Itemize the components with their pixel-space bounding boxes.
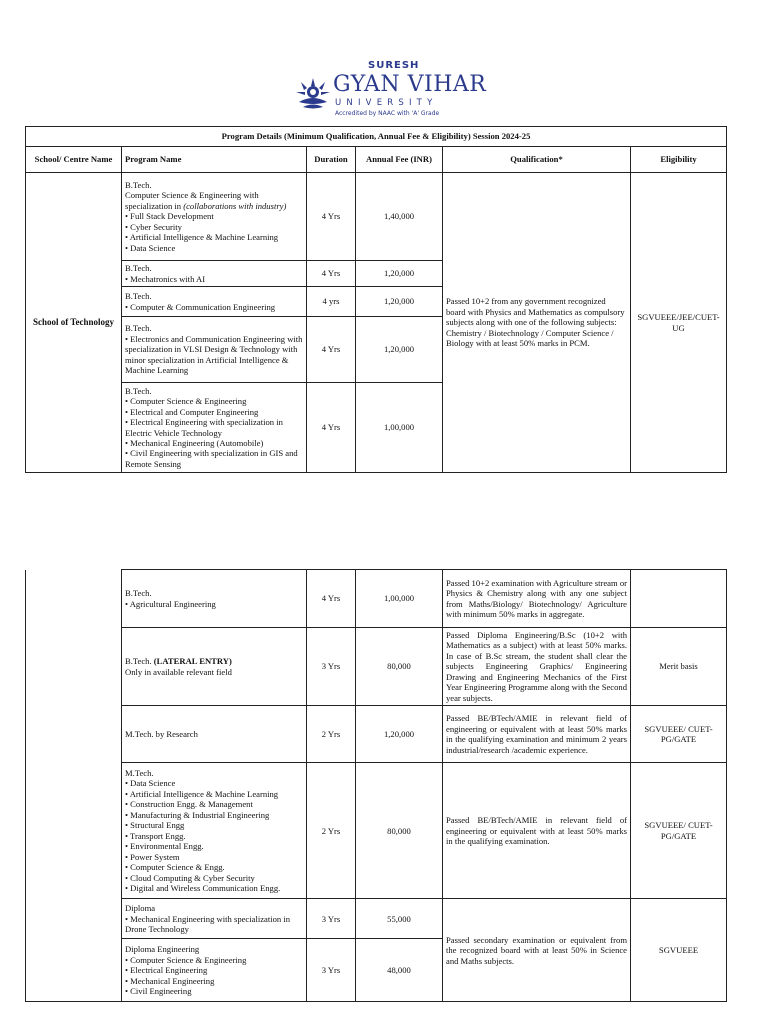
program-item: • Mechanical Engineering xyxy=(125,976,303,986)
table-row xyxy=(26,763,727,899)
table-row xyxy=(26,899,727,939)
program-degree: B.Tech. xyxy=(125,385,152,396)
program-cell: M.Tech. by Research xyxy=(122,706,307,763)
program-subnote: Only in available relevant field xyxy=(125,666,232,677)
program-item: • Civil Engineering xyxy=(125,986,303,996)
qualification-cell: Passed BE/BTech/AMIE in relevant field of engineering or equivalent with at least 50% marks in the qualifying examination. xyxy=(443,763,631,899)
program-cell xyxy=(122,570,307,628)
duration-cell: 2 Yrs xyxy=(307,763,356,899)
qualification-cell: Passed 10+2 examination with Agriculture stream or Physics & Chemistry along with any one subject from Maths/Biology/ Biotechnology/ Agriculture with minimum 50% marks in aggregate. xyxy=(443,570,631,628)
program-item: • Environmental Engg. xyxy=(125,841,303,851)
eligibility-cell: SGVUEEE/ CUET-PG/GATE xyxy=(631,706,727,763)
program-cell xyxy=(122,287,307,317)
program-degree: B.Tech. xyxy=(125,263,152,274)
program-cell xyxy=(122,899,307,939)
duration-cell: 3 Yrs xyxy=(307,899,356,939)
duration-cell: 4 Yrs xyxy=(307,173,356,261)
program-item: • Structural Engg xyxy=(125,820,303,830)
logo-line-gyan-vihar: GYAN VIHAR xyxy=(333,72,487,97)
fee-cell: 48,000 xyxy=(356,939,443,1002)
program-item: • Electronics and Communication Engineering with specialization in VLSI Design & Technology with minor specialization in Artificial Intelligence & Machine Learning xyxy=(125,334,303,376)
program-item: • Electrical Engineering xyxy=(125,965,303,975)
duration-cell: 4 yrs xyxy=(307,287,356,317)
duration-cell: 3 Yrs xyxy=(307,939,356,1002)
fee-cell: 1,20,000 xyxy=(356,706,443,763)
duration-cell: 4 Yrs xyxy=(307,261,356,287)
university-logo xyxy=(295,60,487,122)
table-row xyxy=(26,173,727,261)
header-school: School/ Centre Name xyxy=(26,147,122,173)
program-item: • Mechanical Engineering with specialization in Drone Technology xyxy=(125,914,303,935)
eligibility-cell: SGVUEEE/ CUET-PG/GATE xyxy=(631,763,727,899)
program-cell xyxy=(122,763,307,899)
eligibility-cell: Merit basis xyxy=(631,628,727,706)
program-item: • Data Science xyxy=(125,778,303,788)
table-title: Program Details (Minimum Qualification, Annual Fee & Eligibility) Session 2024-25 xyxy=(26,127,727,147)
qualification-cell: Passed 10+2 from any government recognized board with Physics and Mathematics as compulsory subjects along with one of the following subjects: Chemistry / Biotechnology / Computer Science / Biology with at least 50% marks in PCM. xyxy=(443,173,631,473)
program-cell xyxy=(122,383,307,473)
header-fee: Annual Fee (INR) xyxy=(356,147,443,173)
program-item: • Full Stack Development xyxy=(125,211,303,221)
program-cell xyxy=(122,939,307,1002)
qualification-cell: Passed Diploma Engineering/B.Sc (10+2 with Mathematics as a subject) with at least 50% marks. In case of B.Sc stream, the student shall clear the subjects Engineering Graphics/ Engineering Drawing and Engineering Mechanics of the First Year Engineering Programme along with the Second year subjects. xyxy=(443,628,631,706)
duration-cell: 4 Yrs xyxy=(307,570,356,628)
program-cell xyxy=(122,628,307,706)
program-italic-note: (collaborations with industry) xyxy=(183,200,287,211)
logo-line-suresh: SURESH xyxy=(368,60,420,71)
program-item: • Agricultural Engineering xyxy=(125,599,303,609)
eligibility-cell xyxy=(631,570,727,628)
duration-cell: 4 Yrs xyxy=(307,317,356,383)
program-item: • Artificial Intelligence & Machine Learning xyxy=(125,789,303,799)
program-table-part-1 xyxy=(25,126,727,473)
program-item: • Computer Science & Engineering xyxy=(125,955,303,965)
fee-cell: 1,20,000 xyxy=(356,261,443,287)
lotus-emblem-icon xyxy=(295,76,331,112)
logo-accreditation: Accredited by NAAC with 'A' Grade xyxy=(335,110,440,117)
table-row xyxy=(26,628,727,706)
fee-cell: 1,20,000 xyxy=(356,317,443,383)
program-item: • Mechanical Engineering (Automobile) xyxy=(125,438,303,448)
duration-cell: 2 Yrs xyxy=(307,706,356,763)
header-program: Program Name xyxy=(122,147,307,173)
qualification-cell: Passed BE/BTech/AMIE in relevant field of engineering or equivalent with at least 50% marks in the qualifying examination and minimum 2 years industrial/research /academic experience. xyxy=(443,706,631,763)
program-degree: M.Tech. xyxy=(125,767,154,778)
program-degree: Diploma Engineering xyxy=(125,944,200,955)
program-item: • Electrical Engineering with specialization in Electric Vehicle Technology xyxy=(125,417,303,438)
program-item: • Mechatronics with AI xyxy=(125,274,303,284)
table-row xyxy=(26,706,727,763)
eligibility-cell: SGVUEEE/JEE/CUET-UG xyxy=(631,173,727,473)
eligibility-cell: SGVUEEE xyxy=(631,899,727,1002)
fee-cell: 80,000 xyxy=(356,763,443,899)
program-table-part-2 xyxy=(25,569,727,1002)
program-cell xyxy=(122,261,307,287)
program-item: • Cloud Computing & Cyber Security xyxy=(125,873,303,883)
program-item: • Manufacturing & Industrial Engineering xyxy=(125,810,303,820)
program-degree: B.Tech. xyxy=(125,291,152,302)
program-degree: B.Tech. xyxy=(125,179,152,190)
program-item: • Artificial Intelligence & Machine Learning xyxy=(125,232,303,242)
program-item: • Construction Engg. & Management xyxy=(125,799,303,809)
fee-cell: 55,000 xyxy=(356,899,443,939)
program-degree: B.Tech. xyxy=(125,656,152,667)
school-name-continued xyxy=(26,570,122,1002)
program-cell xyxy=(122,317,307,383)
program-item: • Digital and Wireless Communication Engg. xyxy=(125,883,303,893)
program-cell xyxy=(122,173,307,261)
program-item: • Computer & Communication Engineering xyxy=(125,302,303,312)
fee-cell: 1,20,000 xyxy=(356,287,443,317)
fee-cell: 1,00,000 xyxy=(356,383,443,473)
fee-cell: 80,000 xyxy=(356,628,443,706)
program-degree: B.Tech. xyxy=(125,588,152,599)
program-line: Computer Science & Engineering with specialization in xyxy=(125,190,259,211)
header-duration: Duration xyxy=(307,147,356,173)
fee-cell: 1,00,000 xyxy=(356,570,443,628)
program-item: • Electrical and Computer Engineering xyxy=(125,407,303,417)
duration-cell: 4 Yrs xyxy=(307,383,356,473)
program-item: • Computer Science & Engineering xyxy=(125,396,303,406)
program-item: • Transport Engg. xyxy=(125,831,303,841)
program-item: • Computer Science & Engg. xyxy=(125,862,303,872)
fee-cell: 1,40,000 xyxy=(356,173,443,261)
program-item: • Civil Engineering with specialization in GIS and Remote Sensing xyxy=(125,448,303,469)
table-row xyxy=(26,570,727,628)
program-item: • Data Science xyxy=(125,243,303,253)
program-item: • Cyber Security xyxy=(125,222,303,232)
school-name: School of Technology xyxy=(26,173,122,473)
program-degree: B.Tech. xyxy=(125,323,152,334)
program-item: • Power System xyxy=(125,852,303,862)
header-eligibility: Eligibility xyxy=(631,147,727,173)
program-degree: Diploma xyxy=(125,903,156,914)
header-qualification: Qualification* xyxy=(443,147,631,173)
logo-line-university: UNIVERSITY xyxy=(335,98,438,108)
lateral-entry-label: (LATERAL ENTRY) xyxy=(153,656,232,667)
qualification-cell: Passed secondary examination or equivalent from the recognized board with at least 50% in Science and Maths subjects. xyxy=(443,899,631,1002)
duration-cell: 3 Yrs xyxy=(307,628,356,706)
header-row xyxy=(26,147,727,173)
